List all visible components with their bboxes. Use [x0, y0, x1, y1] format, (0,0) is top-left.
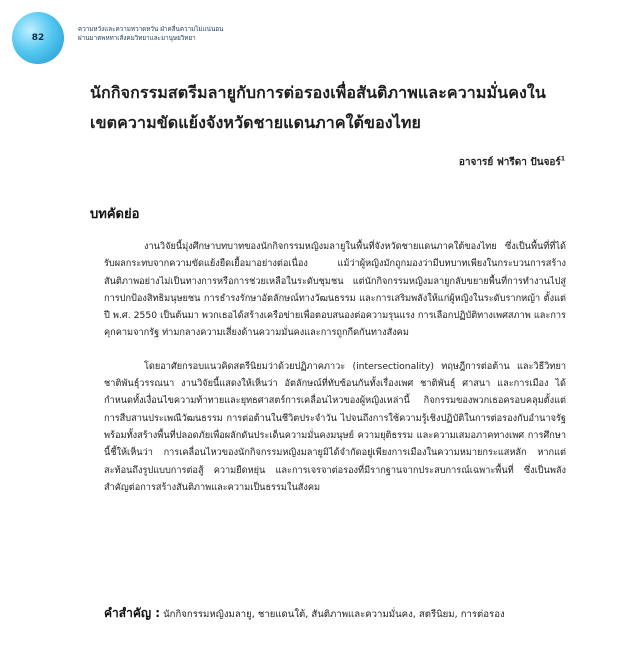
abstract-body: [104, 238, 566, 496]
page-number-badge: [12, 12, 64, 64]
keywords-list: นักกิจกรรมหญิงมลายู, ชายแดนใต้, สันติภาพและความมั่นคง, สตรีนิยม, การต่อรอง: [163, 609, 505, 620]
article-title-line-1: นักกิจกรรมสตรีมลายูกับการต่อรองเพื่อสันติภาพและความมั่นคงใน: [90, 83, 546, 102]
abstract-paragraph-1: งานวิจัยนี้มุ่งศึกษาบทบาทของนักกิจกรรมหญิงมลายูในพื้นที่จังหวัดชายแดนภาคใต้ของไทย ซึ่งเป็นพื้นที่ที่ได้รับผลกระทบจากความขัดแย้งยืดเยื้อมาอย่างต่อเนื่อง แม้ว่าผู้หญิงมักถูกมองว่ามีบทบาทเพียงในกระบวนการสร้างสันติภาพอย่างไม่เป็นทางการหรือการช่วยเหลือในระดับชุมชน แต่นักกิจกรรมหญิงมลายูกลับขยายพื้นที่การทำงานไปสู่การปกป้องสิทธิมนุษยชน การธำรงรักษาอัตลักษณ์ทางวัฒนธรรม และการเสริมพลังให้แก่ผู้หญิงในระดับรากหญ้า ตั้งแต่ปี พ.ศ. 2550 เป็นต้นมา พวกเธอได้สร้างเครือข่ายเพื่อตอบสนองต่อความรุนแรง การเลือกปฏิบัติทางเพศสภาพ และการคุกคามจากรัฐ ท่ามกลางความเสี่ยงด้านความมั่นคงและการถูกกีดกันทางสังคม: [104, 241, 566, 339]
keywords-label: คำสำคัญ :: [104, 606, 161, 620]
keywords-line: [104, 604, 584, 623]
author-line: [459, 155, 565, 170]
author-name: อาจารย์ ฟารีดา ปันจอร์: [458, 157, 561, 168]
running-header-line-2: ผ่านมาตพหทาเส้งคมวิทยาและมานุษยวิทยา: [78, 35, 196, 42]
article-title: [90, 78, 590, 138]
page-number: 82: [31, 33, 45, 43]
running-header: [78, 25, 378, 43]
running-header-line-1: ความหวังและความหวาดหวั่น ฝ่าคลื่นความไม่แน่นอน: [78, 26, 224, 33]
article-title-line-2: เขตความขัดแย้งจังหวัดชายแดนภาคใต้ของไทย: [90, 113, 421, 132]
abstract-heading: บทคัดย่อ: [90, 207, 140, 222]
abstract-paragraph-2: โดยอาศัยกรอบแนวคิดสตรีนิยมว่าด้วยปฏิภาคภาวะ (intersectionality) ทฤษฎีการต่อต้าน และวิธีวิทยาชาติพันธุ์วรรณนา งานวิจัยนี้แสดงให้เห็นว่า อัตลักษณ์ที่ทับซ้อนกันทั้งเรื่องเพศ ชาติพันธุ์ ศาสนา และการเมือง ได้กำหนดทั้งเงื่อนไขความท้าทายและยุทธศาสตร์การเคลื่อนไหวของผู้หญิงเหล่านี้ กิจกรรมของพวกเธอครอบคลุมตั้งแต่การสืบสานประเพณีวัฒนธรรม การต่อต้านในชีวิตประจำวัน ไปจนถึงการใช้ความรู้เชิงปฏิบัติในการต่อรองกับอำนาจรัฐ พร้อมทั้งสร้างพื้นที่ปลอดภัยเพื่อผลักดันประเด็นความมั่นคงมนุษย์ ความยุติธรรม และความเสมอภาคทางเพศ การศึกษานี้ชี้ให้เห็นว่า การเคลื่อนไหวของนักกิจกรรมหญิงมลายูมิได้จำกัดอยู่เพียงการเมืองในความหมายกระแสหลัก หากแต่สะท้อนถึงรูปแบบการต่อสู้ ความยืดหยุ่น และการเจรจาต่อรองที่มีรากฐานจากประสบการณ์เฉพาะพื้นที่ ซึ่งเป็นพลังสำคัญต่อการสร้างสันติภาพและความเป็นธรรมในสังคม: [104, 360, 566, 493]
author-footnote-marker: 1: [560, 155, 565, 163]
